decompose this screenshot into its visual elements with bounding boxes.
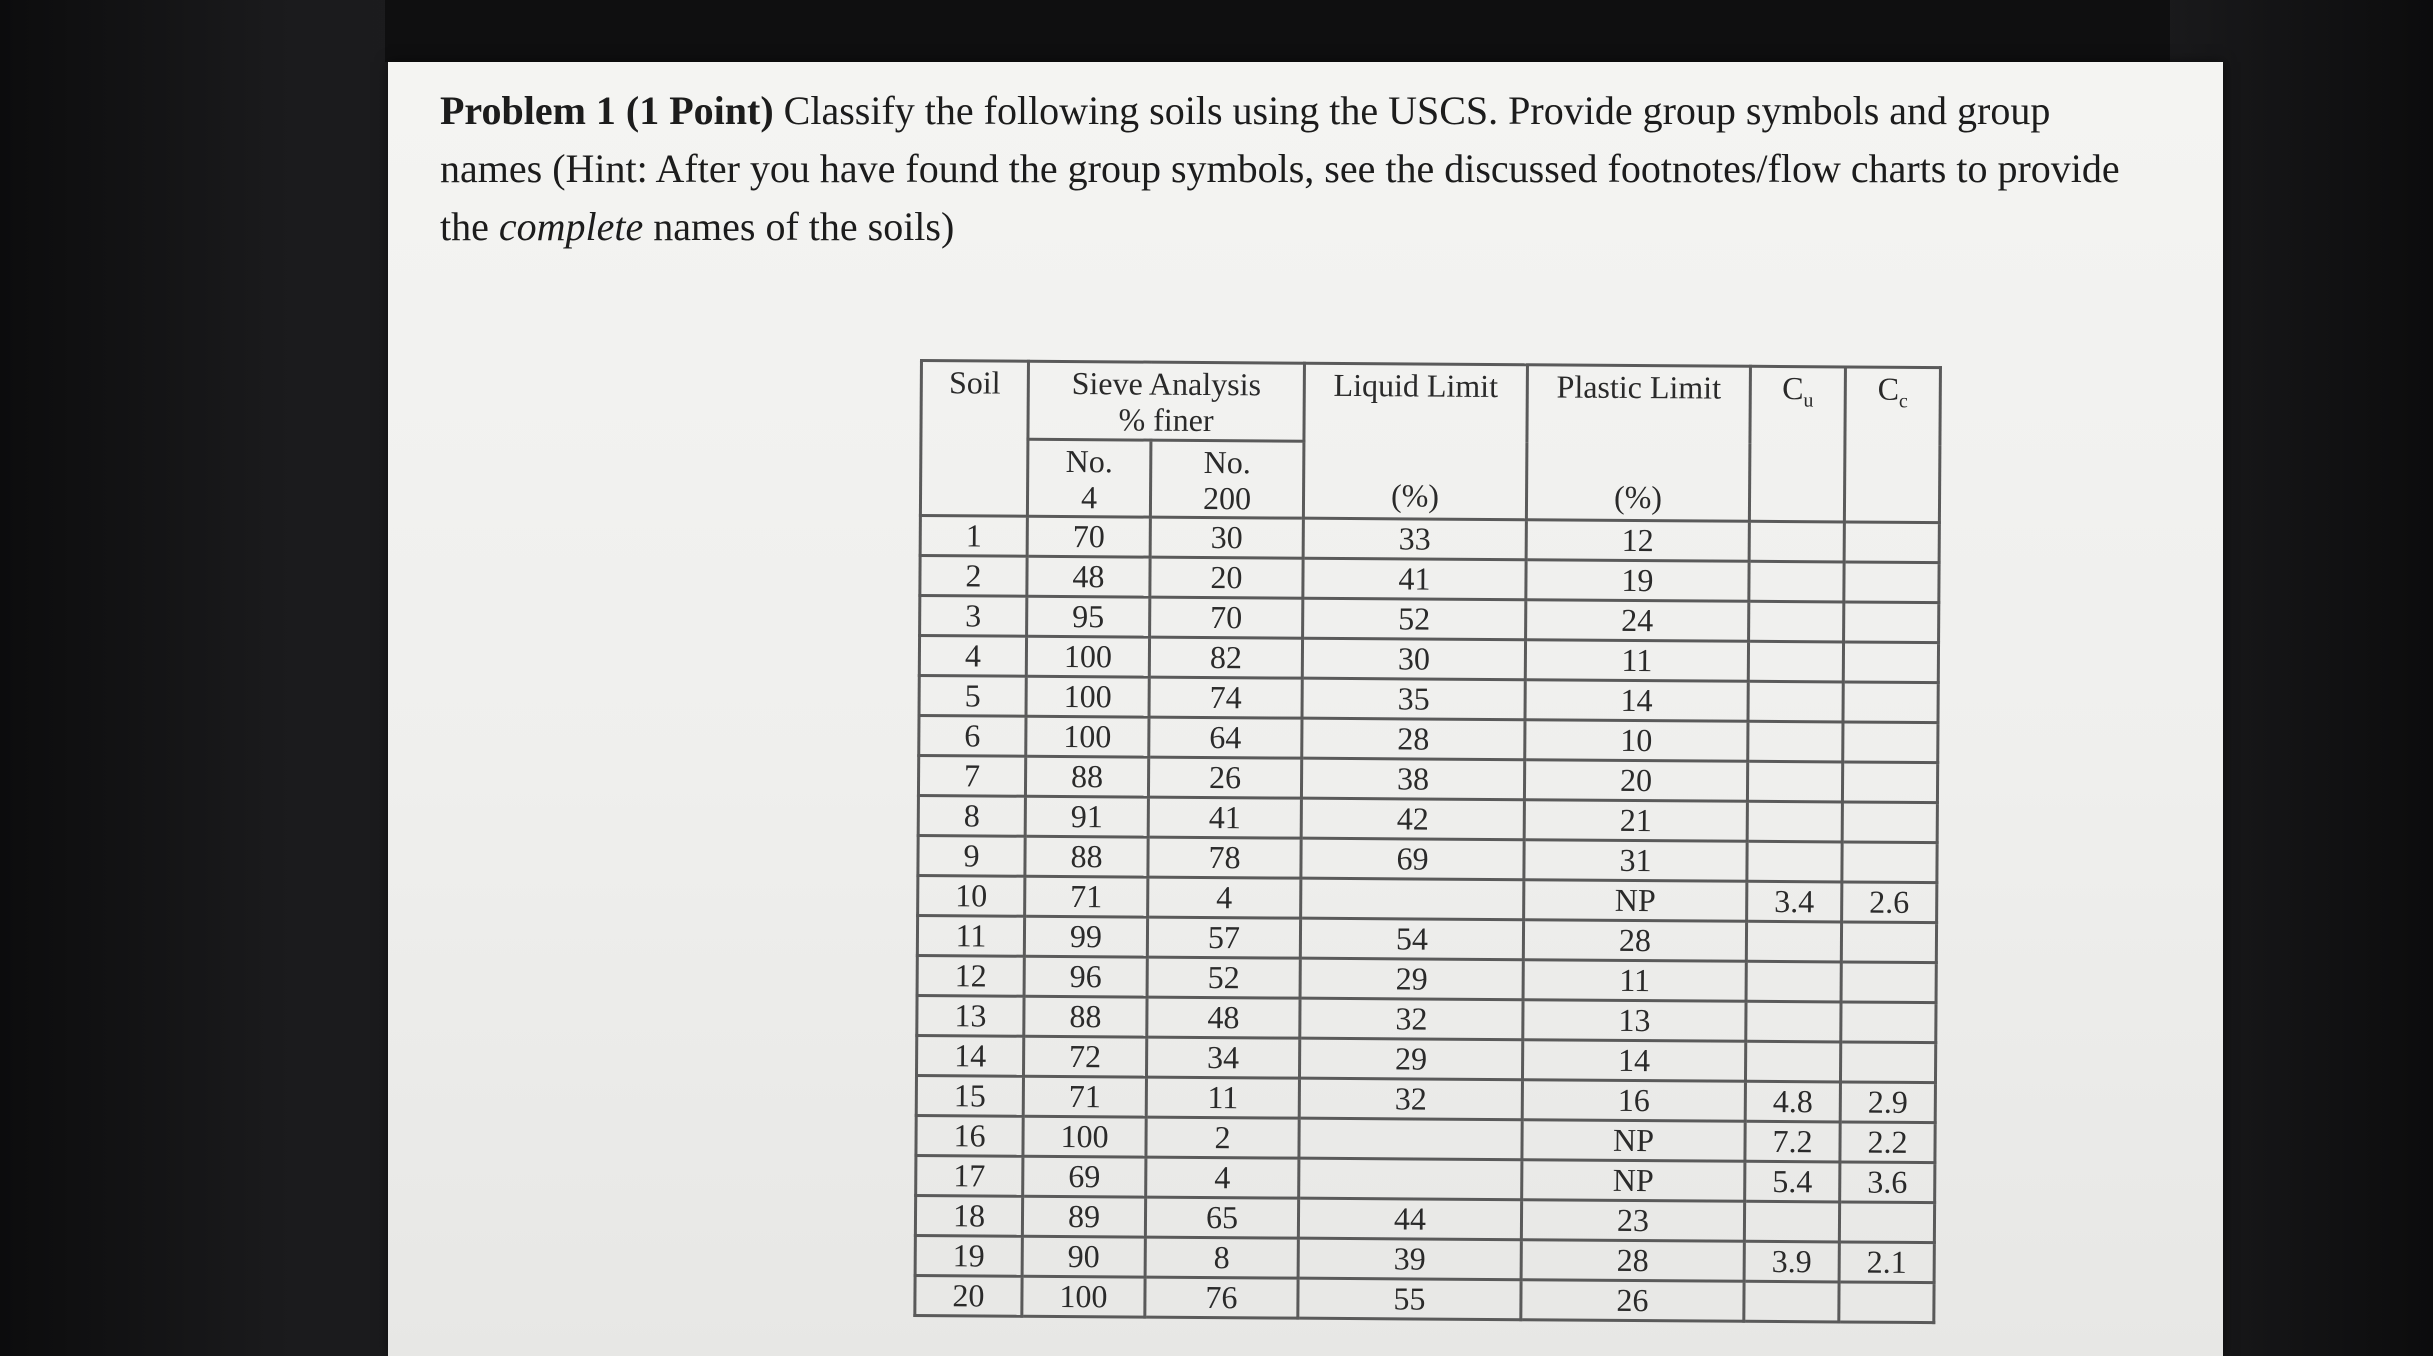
cell-no4: 71: [1025, 876, 1148, 917]
cell-cc: [1842, 802, 1937, 843]
table-row: [918, 795, 1937, 842]
cell-pl: 21: [1524, 800, 1747, 842]
cell-no200: 4: [1148, 877, 1301, 918]
cell-cu: [1749, 601, 1844, 642]
cell-soil: 8: [918, 795, 1025, 836]
header-cu: $C_u$: [1749, 366, 1845, 522]
cell-cu: [1746, 921, 1841, 962]
cell-no200: 20: [1150, 557, 1303, 598]
cell-ll: [1299, 1118, 1522, 1160]
cell-no200: 11: [1146, 1077, 1299, 1118]
cell-cc: [1841, 922, 1936, 963]
cell-soil: 3: [920, 596, 1027, 637]
table-row: [919, 716, 1938, 763]
cell-no200: 41: [1148, 797, 1301, 838]
table-row: [916, 1115, 1935, 1162]
cell-soil: 15: [916, 1075, 1023, 1116]
cell-ll: 32: [1299, 1078, 1522, 1120]
cell-cc: [1843, 682, 1938, 723]
cell-cu: 3.4: [1747, 881, 1842, 922]
problem-text-1: Classify the following soils using the USCS. Provide group symbols and group names (Hint: After you have found the group symbols, see the discussed footnotes/flow charts to provide the: [440, 88, 2120, 249]
cell-soil: 19: [915, 1235, 1022, 1276]
cell-cc: 2.2: [1840, 1122, 1935, 1163]
cell-cc: 3.6: [1840, 1162, 1935, 1203]
cell-soil: 12: [917, 955, 1024, 996]
cell-cc: [1843, 722, 1938, 763]
table-row: [916, 1155, 1935, 1202]
monitor-bezel: [385, 0, 2170, 62]
cell-ll: 54: [1300, 918, 1523, 960]
problem-heading: Problem 1 (1 Point): [440, 88, 774, 133]
cell-cu: [1748, 681, 1843, 722]
header-liquid-limit: [1303, 363, 1527, 520]
cell-cc: [1841, 1002, 1936, 1043]
cell-cu: [1748, 641, 1843, 682]
cell-no4: 100: [1026, 636, 1149, 677]
table-row: [918, 756, 1937, 803]
cell-cu: 3.9: [1744, 1241, 1839, 1282]
cell-ll: [1299, 1158, 1522, 1200]
table-row: [918, 835, 1937, 882]
cell-cc: [1844, 522, 1939, 563]
cell-soil: 20: [915, 1275, 1022, 1316]
cell-soil: 1: [920, 516, 1027, 557]
cell-pl: 16: [1522, 1080, 1745, 1122]
header-cc: $C_c$: [1844, 367, 1940, 523]
cell-pl: 14: [1522, 1040, 1745, 1082]
table-row: [915, 1235, 1934, 1282]
cell-cu: 7.2: [1745, 1121, 1840, 1162]
cell-soil: 10: [918, 875, 1025, 916]
cell-no4: 100: [1026, 716, 1149, 757]
cell-ll: 35: [1302, 678, 1525, 720]
header-sieve-analysis: [1028, 361, 1305, 440]
cell-cc: [1844, 562, 1939, 603]
cell-cu: [1748, 721, 1843, 762]
table-row: [920, 556, 1939, 603]
table-row: [919, 676, 1938, 723]
header-no200: No. 200: [1150, 440, 1304, 519]
table-row: [920, 516, 1939, 563]
header-sieve-line1: Sieve Analysis: [1071, 365, 1262, 403]
cell-soil: 14: [916, 1035, 1023, 1076]
header-sieve-line2: % finer: [1118, 401, 1214, 439]
table-row: [917, 995, 1936, 1042]
cell-cc: [1840, 1042, 1935, 1083]
cell-no200: 34: [1146, 1037, 1299, 1078]
cell-pl: NP: [1524, 880, 1747, 922]
cell-ll: [1301, 878, 1524, 920]
cell-cc: 2.6: [1842, 882, 1937, 923]
problem-text-2: names of the soils): [643, 204, 955, 249]
cell-no200: 57: [1147, 917, 1300, 958]
cell-ll: 30: [1302, 638, 1525, 680]
cell-cu: [1746, 1001, 1841, 1042]
cell-cu: [1744, 1281, 1839, 1322]
cell-no200: 26: [1148, 757, 1301, 798]
cell-no200: 8: [1145, 1237, 1298, 1278]
soil-data-table: [913, 359, 1942, 1324]
cell-cu: 4.8: [1745, 1081, 1840, 1122]
table-row: [915, 1275, 1934, 1322]
problem-italic-word: complete: [498, 204, 644, 249]
cell-soil: 11: [917, 915, 1024, 956]
cell-pl: 19: [1526, 560, 1749, 602]
cell-no4: 72: [1023, 1036, 1146, 1077]
cell-no4: 88: [1025, 756, 1148, 797]
cell-ll: 41: [1303, 558, 1526, 600]
cell-no200: 82: [1149, 637, 1302, 678]
cell-no4: 99: [1024, 916, 1147, 957]
cell-no4: 69: [1023, 1156, 1146, 1197]
cell-no200: 48: [1147, 997, 1300, 1038]
table-row: [918, 875, 1937, 922]
cell-no4: 100: [1022, 1276, 1145, 1317]
cell-cu: [1749, 561, 1844, 602]
cell-no4: 88: [1025, 836, 1148, 877]
cell-soil: 5: [919, 676, 1026, 717]
cell-no4: 89: [1022, 1196, 1145, 1237]
cell-ll: 28: [1302, 718, 1525, 760]
table-row: [916, 1075, 1935, 1122]
cell-ll: 69: [1301, 838, 1524, 880]
table-row: [915, 1195, 1934, 1242]
cell-no200: 70: [1150, 597, 1303, 638]
cell-cu: [1747, 801, 1842, 842]
cell-pl: 28: [1521, 1240, 1744, 1282]
cell-soil: 4: [919, 636, 1026, 677]
cell-cc: 2.9: [1840, 1082, 1935, 1123]
cell-pl: 10: [1525, 720, 1748, 762]
cell-pl: 31: [1524, 840, 1747, 882]
cell-cc: [1839, 1202, 1934, 1243]
header-no4: No. 4: [1027, 439, 1151, 517]
cell-ll: 29: [1300, 958, 1523, 1000]
cell-cu: [1747, 761, 1842, 802]
document-page: [388, 62, 2223, 1356]
cell-no200: 30: [1150, 517, 1303, 558]
cell-soil: 18: [915, 1195, 1022, 1236]
cell-ll: 52: [1303, 598, 1526, 640]
cell-soil: 13: [917, 995, 1024, 1036]
cell-cc: [1842, 842, 1937, 883]
table-row: [916, 1035, 1935, 1082]
cell-ll: 33: [1303, 518, 1526, 560]
cell-soil: 7: [918, 756, 1025, 797]
cell-no4: 96: [1024, 956, 1147, 997]
cell-no4: 100: [1026, 676, 1149, 717]
cell-pl: 26: [1521, 1280, 1744, 1322]
cell-no4: 90: [1022, 1236, 1145, 1277]
cell-ll: 44: [1298, 1198, 1521, 1240]
cell-no200: 52: [1147, 957, 1300, 998]
cell-no4: 95: [1027, 596, 1150, 637]
table-row: [919, 636, 1938, 683]
cell-pl: 14: [1525, 680, 1748, 722]
cell-no200: 64: [1149, 717, 1302, 758]
cell-cu: [1747, 841, 1842, 882]
header-soil: Soil: [920, 361, 1028, 517]
cell-pl: 11: [1523, 960, 1746, 1002]
cell-pl: NP: [1522, 1120, 1745, 1162]
cell-cc: [1842, 762, 1937, 803]
table-body: [915, 516, 1940, 1323]
header-pl-label: Plastic Limit: [1556, 368, 1722, 406]
cell-cu: [1749, 521, 1844, 562]
cell-ll: 29: [1299, 1038, 1522, 1080]
table-row: [920, 596, 1939, 643]
cell-cu: 5.4: [1745, 1161, 1840, 1202]
cell-soil: 16: [916, 1115, 1023, 1156]
cell-soil: 2: [920, 556, 1027, 597]
cell-ll: 32: [1300, 998, 1523, 1040]
header-ll-unit: (%): [1390, 477, 1440, 514]
cell-cc: 2.1: [1839, 1242, 1934, 1283]
problem-statement: [440, 82, 2140, 256]
cell-cc: [1841, 962, 1936, 1003]
header-plastic-limit: [1526, 365, 1750, 522]
cell-cu: [1746, 961, 1841, 1002]
cell-pl: 23: [1521, 1200, 1744, 1242]
cell-pl: 12: [1526, 520, 1749, 562]
table-row: [917, 955, 1936, 1002]
cell-no200: 76: [1145, 1277, 1298, 1318]
cell-no4: 100: [1023, 1116, 1146, 1157]
cell-cu: [1745, 1041, 1840, 1082]
cell-cu: [1744, 1201, 1839, 1242]
cell-cc: [1839, 1282, 1934, 1323]
cell-pl: 13: [1523, 1000, 1746, 1042]
cell-soil: 6: [919, 716, 1026, 757]
cell-no200: 78: [1148, 837, 1301, 878]
cell-soil: 17: [916, 1155, 1023, 1196]
cell-ll: 38: [1301, 758, 1524, 800]
cell-no200: 2: [1146, 1117, 1299, 1158]
cell-ll: 39: [1298, 1238, 1521, 1280]
cell-no4: 71: [1023, 1076, 1146, 1117]
cell-ll: 55: [1298, 1278, 1521, 1320]
cell-pl: NP: [1522, 1160, 1745, 1202]
cell-no200: 74: [1149, 677, 1302, 718]
cell-pl: 11: [1525, 640, 1748, 682]
cell-pl: 20: [1524, 760, 1747, 802]
cell-no4: 70: [1027, 516, 1150, 557]
cell-soil: 9: [918, 835, 1025, 876]
cell-cc: [1843, 642, 1938, 683]
cell-pl: 24: [1526, 600, 1749, 642]
header-pl-unit: (%): [1613, 478, 1663, 516]
cell-no4: 88: [1024, 996, 1147, 1037]
header-ll-label: Liquid Limit: [1333, 366, 1499, 405]
cell-ll: 42: [1301, 798, 1524, 840]
cell-no4: 48: [1027, 556, 1150, 597]
cell-pl: 28: [1523, 920, 1746, 962]
cell-no200: 65: [1145, 1197, 1298, 1238]
table-row: [917, 915, 1936, 962]
cell-no4: 91: [1025, 796, 1148, 837]
cell-no200: 4: [1146, 1157, 1299, 1198]
cell-cc: [1844, 602, 1939, 643]
